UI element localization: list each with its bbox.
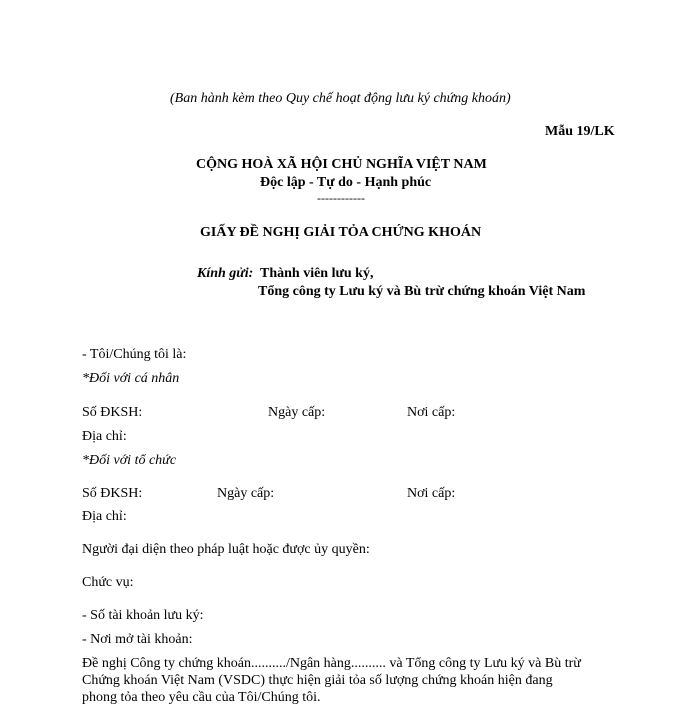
applicant-intro: - Tôi/Chúng tôi là: [82, 347, 187, 362]
individual-issue-place-label: Nơi cấp: [407, 405, 456, 420]
request-line-1: Đề nghị Công ty chứng khoán........../Ngân hàng.......... và Tổng công ty Lưu ký và Bù trừ [82, 656, 581, 671]
individual-dksh-label: Số ĐKSH: [82, 405, 143, 420]
recipient-line-2: Tổng công ty Lưu ký và Bù trừ chứng khoán Việt Nam [258, 284, 586, 299]
position-label: Chức vụ: [82, 575, 134, 590]
document-title: GIẤY ĐỀ NGHỊ GIẢI TỎA CHỨNG KHOÁN [200, 225, 482, 240]
individual-heading: *Đối với cá nhân [82, 371, 180, 386]
org-dksh-label: Số ĐKSH: [82, 486, 143, 501]
request-line-3: phong tỏa theo yêu cầu của Tôi/Chúng tôi. [82, 690, 321, 705]
account-place-label: - Nơi mở tài khoản: [82, 632, 193, 647]
form-code: Mẫu 19/LK [545, 124, 615, 139]
individual-issue-date-label: Ngày cấp: [268, 405, 326, 420]
org-heading: *Đối với tổ chức [82, 453, 177, 468]
org-issue-date-label: Ngày cấp: [217, 486, 275, 501]
issued-note: (Ban hành kèm theo Quy chế hoạt động lưu ký chứng khoán) [170, 91, 511, 106]
org-issue-place-label: Nơi cấp: [407, 486, 456, 501]
org-address-label: Địa chỉ: [82, 509, 127, 524]
recipient-line-1: Thành viên lưu ký, [260, 266, 374, 281]
representative-label: Người đại diện theo pháp luật hoặc được ủy quyền: [82, 542, 370, 557]
request-line-2: Chứng khoán Việt Nam (VSDC) thực hiện giải tỏa số lượng chứng khoán hiện đang [82, 673, 553, 688]
national-motto: Độc lập - Tự do - Hạnh phúc [260, 175, 432, 190]
depository-account-label: - Số tài khoản lưu ký: [82, 608, 204, 623]
motto-separator: ------------ [317, 191, 365, 205]
national-title: CỘNG HOÀ XÃ HỘI CHỦ NGHĨA VIỆT NAM [196, 157, 487, 172]
individual-address-label: Địa chỉ: [82, 429, 127, 444]
recipient-label: Kính gửi: [197, 266, 254, 281]
